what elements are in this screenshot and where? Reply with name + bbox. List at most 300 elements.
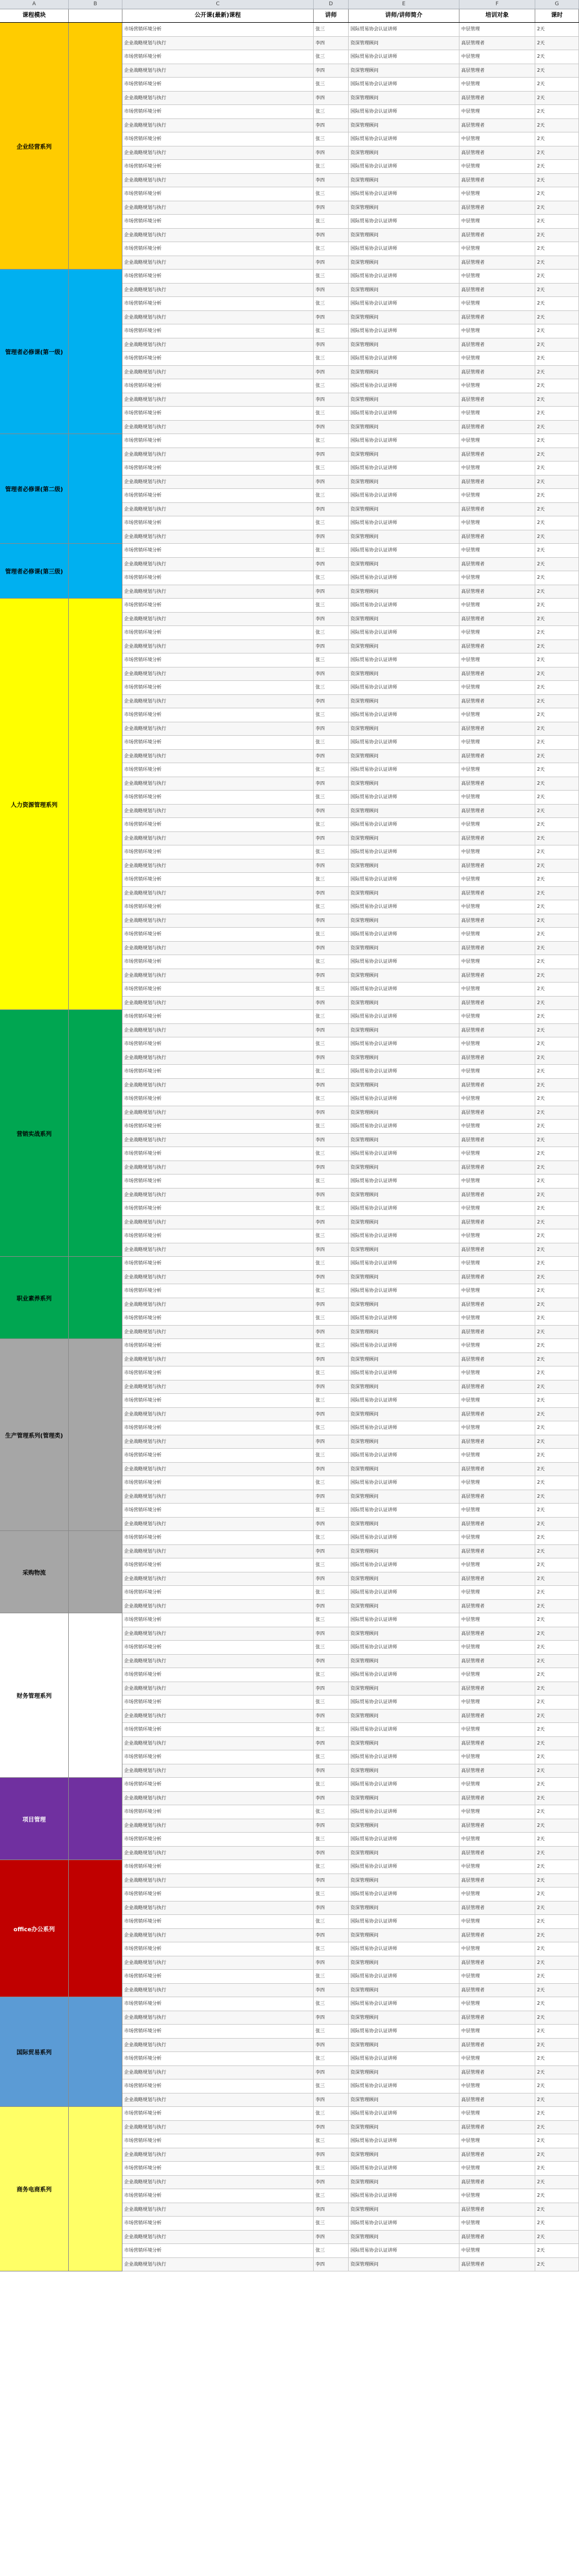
table-cell[interactable]: 2天 [535,1312,579,1325]
table-cell[interactable]: 李四 [314,667,349,681]
table-cell[interactable]: 2天 [535,215,579,228]
table-cell[interactable]: 中层管理 [459,544,535,557]
table-cell[interactable]: 2天 [535,92,579,105]
table-cell[interactable]: 市场营销环境分析 [122,983,314,996]
table-cell[interactable]: 2天 [535,379,579,393]
table-cell[interactable]: 2天 [535,105,579,118]
table-cell[interactable]: 2天 [535,270,579,283]
table-cell[interactable]: 张三 [314,132,349,146]
table-row[interactable] [122,448,579,462]
table-cell[interactable]: 张三 [314,434,349,448]
table-cell[interactable]: 李四 [314,1737,349,1750]
table-cell[interactable]: 高层管理者 [459,832,535,845]
table-row[interactable] [122,818,579,832]
table-cell[interactable]: 张三 [314,1092,349,1106]
table-cell[interactable]: 市场营销环境分析 [122,1229,314,1243]
table-cell[interactable]: 资深管理顾问 [349,393,459,407]
table-row[interactable] [122,530,579,544]
table-cell[interactable]: 企业战略规划与执行 [122,1051,314,1065]
table-cell[interactable]: 高层管理者 [459,1106,535,1120]
table-row[interactable] [122,1613,579,1627]
table-row[interactable] [122,1737,579,1751]
table-row[interactable] [122,1682,579,1696]
table-cell[interactable]: 国际贸易协会认证讲师 [349,324,459,338]
table-cell[interactable]: 企业战略规划与执行 [122,805,314,818]
table-cell[interactable]: 张三 [314,2107,349,2120]
table-cell[interactable]: 2天 [535,667,579,681]
table-cell[interactable]: 张三 [314,1504,349,1517]
table-cell[interactable]: 国际贸易协会认证讲师 [349,215,459,228]
table-cell[interactable]: 国际贸易协会认证讲师 [349,653,459,667]
table-cell[interactable]: 市场营销环境分析 [122,1120,314,1133]
table-cell[interactable]: 企业战略规划与执行 [122,997,314,1010]
section-category-cell[interactable]: 管理者必修课(第一级) [0,270,69,434]
table-row[interactable] [122,242,579,256]
table-cell[interactable]: 国际贸易协会认证讲师 [349,599,459,612]
table-cell[interactable]: 企业战略规划与执行 [122,1792,314,1805]
table-cell[interactable]: 2天 [535,2107,579,2120]
table-cell[interactable]: 资深管理顾问 [349,914,459,928]
table-cell[interactable]: 资深管理顾问 [349,1655,459,1668]
table-cell[interactable]: 资深管理顾问 [349,1545,459,1558]
table-cell[interactable]: 资深管理顾问 [349,1408,459,1421]
table-cell[interactable]: 2天 [535,1586,579,1599]
table-cell[interactable]: 张三 [314,1065,349,1078]
table-cell[interactable]: 张三 [314,2244,349,2257]
table-cell[interactable]: 中层管理 [459,1010,535,1023]
table-cell[interactable]: 2天 [535,558,579,571]
table-cell[interactable]: 张三 [314,78,349,91]
table-cell[interactable]: 2天 [535,229,579,242]
table-cell[interactable]: 中层管理 [459,1394,535,1407]
section-subcategory-cell[interactable] [69,1778,122,1860]
table-row[interactable] [122,1668,579,1682]
table-cell[interactable]: 中层管理 [459,105,535,118]
table-cell[interactable]: 高层管理者 [459,1572,535,1586]
table-cell[interactable]: 中层管理 [459,324,535,338]
table-cell[interactable]: 国际贸易协会认证讲师 [349,2244,459,2257]
table-cell[interactable]: 资深管理顾问 [349,558,459,571]
table-cell[interactable]: 国际贸易协会认证讲师 [349,1778,459,1791]
section-category-cell[interactable]: 企业经营系列 [0,23,69,270]
table-cell[interactable]: 市场营销环境分析 [122,1750,314,1764]
table-row[interactable] [122,1257,579,1271]
table-cell[interactable]: 2天 [535,1613,579,1627]
table-row[interactable] [122,1572,579,1586]
table-cell[interactable]: 高层管理者 [459,1435,535,1449]
table-cell[interactable]: 2天 [535,366,579,379]
table-cell[interactable]: 市场营销环境分析 [122,1860,314,1874]
table-row[interactable] [122,270,579,284]
table-row[interactable] [122,119,579,133]
table-cell[interactable]: 市场营销环境分析 [122,1805,314,1819]
table-cell[interactable]: 李四 [314,585,349,599]
table-cell[interactable]: 资深管理顾问 [349,667,459,681]
section-category-cell[interactable]: 职业素养系列 [0,1257,69,1339]
table-row[interactable] [122,900,579,914]
table-cell[interactable]: 资深管理顾问 [349,2176,459,2189]
table-cell[interactable]: 2天 [535,1298,579,1312]
table-cell[interactable]: 李四 [314,859,349,873]
section-subcategory-cell[interactable] [69,1531,122,1613]
table-cell[interactable]: 企业战略规划与执行 [122,366,314,379]
table-cell[interactable]: 张三 [314,215,349,228]
table-cell[interactable]: 资深管理顾问 [349,750,459,763]
table-cell[interactable]: 企业战略规划与执行 [122,1490,314,1504]
table-cell[interactable]: 中层管理 [459,1668,535,1682]
table-row[interactable] [122,777,579,791]
table-cell[interactable]: 2天 [535,1915,579,1928]
table-cell[interactable]: 2天 [535,1860,579,1874]
table-cell[interactable]: 高层管理者 [459,2148,535,2162]
table-row[interactable] [122,2121,579,2135]
table-cell[interactable]: 资深管理顾问 [349,1216,459,1229]
table-cell[interactable]: 资深管理顾问 [349,503,459,516]
table-cell[interactable]: 张三 [314,1641,349,1654]
table-cell[interactable]: 2天 [535,448,579,462]
table-cell[interactable]: 2天 [535,1723,579,1736]
table-cell[interactable]: 国际贸易协会认证讲师 [349,1147,459,1161]
table-row[interactable] [122,1655,579,1669]
table-cell[interactable]: 市场营销环境分析 [122,1915,314,1928]
table-cell[interactable]: 资深管理顾问 [349,2066,459,2079]
table-cell[interactable]: 李四 [314,1106,349,1120]
table-cell[interactable]: 企业战略规划与执行 [122,476,314,489]
table-cell[interactable]: 高层管理者 [459,503,535,516]
table-cell[interactable]: 中层管理 [459,900,535,914]
table-cell[interactable]: 李四 [314,1984,349,1997]
table-cell[interactable]: 中层管理 [459,1312,535,1325]
table-cell[interactable]: 李四 [314,1600,349,1613]
table-cell[interactable]: 企业战略规划与执行 [122,1874,314,1888]
table-row[interactable] [122,942,579,956]
table-row[interactable] [122,722,579,736]
table-cell[interactable]: 2天 [535,1037,579,1051]
table-cell[interactable]: 2天 [535,640,579,653]
table-cell[interactable]: 2天 [535,845,579,859]
table-cell[interactable]: 市场营销环境分析 [122,105,314,118]
table-row[interactable] [122,1997,579,2011]
table-cell[interactable]: 高层管理者 [459,1216,535,1229]
table-cell[interactable]: 资深管理顾问 [349,1847,459,1860]
table-cell[interactable]: 企业战略规划与执行 [122,146,314,160]
table-cell[interactable]: 2天 [535,997,579,1010]
table-cell[interactable]: 李四 [314,805,349,818]
table-cell[interactable]: 企业战略规划与执行 [122,1956,314,1970]
table-cell[interactable]: 2天 [535,2176,579,2189]
table-cell[interactable]: 张三 [314,2079,349,2093]
table-row[interactable] [122,832,579,846]
table-cell[interactable]: 高层管理者 [459,2176,535,2189]
table-cell[interactable]: 张三 [314,544,349,557]
table-cell[interactable]: 张三 [314,818,349,831]
table-cell[interactable]: 企业战略规划与执行 [122,2093,314,2107]
table-cell[interactable]: 高层管理者 [459,366,535,379]
table-row[interactable] [122,1531,579,1545]
table-cell[interactable]: 国际贸易协会认证讲师 [349,78,459,91]
table-row[interactable] [122,1956,579,1970]
table-cell[interactable]: 2天 [535,1366,579,1380]
table-cell[interactable]: 企业战略规划与执行 [122,119,314,132]
table-cell[interactable]: 中层管理 [459,1641,535,1654]
table-cell[interactable]: 张三 [314,2134,349,2148]
table-row[interactable] [122,1641,579,1655]
table-cell[interactable]: 张三 [314,1942,349,1956]
table-cell[interactable]: 市场营销环境分析 [122,763,314,777]
section-subcategory-cell[interactable] [69,23,122,270]
table-cell[interactable]: 2天 [535,1229,579,1243]
table-cell[interactable]: 张三 [314,1257,349,1270]
table-cell[interactable]: 资深管理顾问 [349,1902,459,1915]
table-cell[interactable]: 2天 [535,1353,579,1366]
table-cell[interactable]: 2天 [535,599,579,612]
table-cell[interactable]: 资深管理顾问 [349,1326,459,1339]
table-cell[interactable]: 企业战略规划与执行 [122,832,314,845]
table-row[interactable] [122,695,579,709]
table-cell[interactable]: 2天 [535,1956,579,1970]
table-cell[interactable]: 2天 [535,1888,579,1901]
table-cell[interactable]: 2天 [535,1970,579,1983]
table-cell[interactable]: 国际贸易协会认证讲师 [349,1558,459,1572]
table-cell[interactable]: 中层管理 [459,1229,535,1243]
table-row[interactable] [122,1915,579,1929]
table-cell[interactable]: 高层管理者 [459,476,535,489]
table-cell[interactable]: 企业战略规划与执行 [122,37,314,50]
table-cell[interactable]: 高层管理者 [459,640,535,653]
table-cell[interactable]: 高层管理者 [459,969,535,983]
table-cell[interactable]: 李四 [314,887,349,900]
table-cell[interactable]: 国际贸易协会认证讲师 [349,1010,459,1023]
table-row[interactable] [122,1284,579,1298]
table-cell[interactable]: 中层管理 [459,873,535,886]
table-cell[interactable]: 2天 [535,201,579,215]
table-cell[interactable]: 企业战略规划与执行 [122,1600,314,1613]
table-cell[interactable]: 资深管理顾问 [349,1024,459,1037]
table-cell[interactable]: 李四 [314,914,349,928]
section-category-cell[interactable]: 商务电商系列 [0,2107,69,2271]
table-cell[interactable]: 中层管理 [459,626,535,639]
table-row[interactable] [122,1161,579,1175]
table-cell[interactable]: 2天 [535,722,579,736]
table-cell[interactable]: 高层管理者 [459,558,535,571]
table-cell[interactable]: 市场营销环境分析 [122,1037,314,1051]
table-cell[interactable]: 李四 [314,1134,349,1147]
table-cell[interactable]: 2天 [535,2093,579,2107]
table-cell[interactable]: 2天 [535,256,579,270]
table-cell[interactable]: 张三 [314,1668,349,1682]
table-cell[interactable]: 高层管理者 [459,421,535,434]
table-cell[interactable]: 高层管理者 [459,695,535,708]
table-cell[interactable]: 企业战略规划与执行 [122,1984,314,1997]
table-row[interactable] [122,1723,579,1737]
table-cell[interactable]: 2天 [535,900,579,914]
table-cell[interactable]: 市场营销环境分析 [122,1531,314,1544]
table-cell[interactable]: 企业战略规划与执行 [122,174,314,187]
table-cell[interactable]: 市场营销环境分析 [122,1586,314,1599]
table-cell[interactable]: 李四 [314,1271,349,1284]
table-cell[interactable]: 资深管理顾问 [349,1874,459,1888]
table-row[interactable] [122,1065,579,1079]
table-cell[interactable]: 李四 [314,1572,349,1586]
table-row[interactable] [122,763,579,777]
table-cell[interactable]: 李四 [314,1545,349,1558]
table-cell[interactable]: 张三 [314,1339,349,1352]
table-row[interactable] [122,516,579,530]
table-cell[interactable]: 高层管理者 [459,64,535,78]
table-row[interactable] [122,338,579,352]
table-cell[interactable]: 国际贸易协会认证讲师 [349,516,459,530]
table-cell[interactable]: 国际贸易协会认证讲师 [349,900,459,914]
table-cell[interactable]: 2天 [535,1202,579,1215]
table-cell[interactable]: 资深管理顾问 [349,1929,459,1942]
table-cell[interactable]: 张三 [314,2189,349,2203]
table-cell[interactable]: 市场营销环境分析 [122,708,314,722]
table-cell[interactable]: 企业战略规划与执行 [122,859,314,873]
col-letter[interactable]: G [535,0,579,9]
table-cell[interactable]: 中层管理 [459,1147,535,1161]
table-cell[interactable]: 中层管理 [459,23,535,36]
table-cell[interactable]: 企业战略规划与执行 [122,1271,314,1284]
table-cell[interactable]: 李四 [314,256,349,270]
table-cell[interactable]: 张三 [314,955,349,969]
table-cell[interactable]: 中层管理 [459,434,535,448]
table-cell[interactable]: 高层管理者 [459,1682,535,1696]
table-row[interactable] [122,1106,579,1120]
table-cell[interactable]: 张三 [314,900,349,914]
table-cell[interactable]: 企业战略规划与执行 [122,1408,314,1421]
table-cell[interactable]: 企业战略规划与执行 [122,750,314,763]
table-cell[interactable]: 企业战略规划与执行 [122,229,314,242]
table-cell[interactable]: 2天 [535,1189,579,1202]
table-cell[interactable]: 企业战略规划与执行 [122,969,314,983]
table-cell[interactable]: 资深管理顾问 [349,1243,459,1257]
table-cell[interactable]: 企业战略规划与执行 [122,1655,314,1668]
table-cell[interactable]: 中层管理 [459,681,535,694]
table-cell[interactable]: 企业战略规划与执行 [122,393,314,407]
table-cell[interactable]: 企业战略规划与执行 [122,942,314,955]
table-cell[interactable]: 资深管理顾问 [349,2039,459,2052]
table-row[interactable] [122,2162,579,2176]
section-category-cell[interactable]: office办公系列 [0,1860,69,1997]
table-cell[interactable]: 中层管理 [459,653,535,667]
table-cell[interactable]: 企业战略规划与执行 [122,1024,314,1037]
table-cell[interactable]: 中层管理 [459,1860,535,1874]
table-cell[interactable]: 资深管理顾问 [349,1819,459,1833]
table-cell[interactable]: 李四 [314,2011,349,2025]
table-cell[interactable]: 企业战略规划与执行 [122,1682,314,1696]
table-row[interactable] [122,1710,579,1724]
table-cell[interactable]: 市场营销环境分析 [122,955,314,969]
table-cell[interactable]: 国际贸易协会认证讲师 [349,1805,459,1819]
table-cell[interactable]: 资深管理顾问 [349,1518,459,1531]
table-row[interactable] [122,558,579,572]
table-cell[interactable]: 2天 [535,1476,579,1490]
table-cell[interactable]: 国际贸易协会认证讲师 [349,1449,459,1462]
table-cell[interactable]: 2天 [535,1531,579,1544]
table-cell[interactable]: 2天 [535,2134,579,2148]
table-cell[interactable]: 2天 [535,1339,579,1352]
table-cell[interactable]: 李四 [314,1463,349,1476]
table-row[interactable] [122,2066,579,2080]
table-cell[interactable]: 李四 [314,64,349,78]
table-cell[interactable]: 中层管理 [459,1750,535,1764]
table-cell[interactable]: 企业战略规划与执行 [122,1435,314,1449]
table-cell[interactable]: 资深管理顾问 [349,92,459,105]
table-cell[interactable]: 国际贸易协会认证讲师 [349,873,459,886]
table-cell[interactable]: 李四 [314,2231,349,2244]
table-cell[interactable]: 企业战略规划与执行 [122,2039,314,2052]
table-cell[interactable]: 2天 [535,2052,579,2065]
table-cell[interactable]: 张三 [314,1778,349,1791]
table-cell[interactable]: 高层管理者 [459,311,535,324]
table-cell[interactable]: 市场营销环境分析 [122,2052,314,2065]
table-cell[interactable]: 市场营销环境分析 [122,1092,314,1106]
table-cell[interactable]: 李四 [314,201,349,215]
table-cell[interactable]: 市场营销环境分析 [122,1833,314,1846]
table-cell[interactable]: 资深管理顾问 [349,887,459,900]
table-row[interactable] [122,215,579,229]
table-row[interactable] [122,503,579,517]
table-cell[interactable]: 张三 [314,379,349,393]
table-cell[interactable]: 资深管理顾问 [349,1792,459,1805]
table-cell[interactable]: 资深管理顾问 [349,201,459,215]
table-cell[interactable]: 中层管理 [459,1778,535,1791]
table-cell[interactable]: 2天 [535,1408,579,1421]
table-cell[interactable]: 资深管理顾问 [349,859,459,873]
table-cell[interactable]: 李四 [314,613,349,626]
table-cell[interactable]: 高层管理者 [459,1956,535,1970]
table-row[interactable] [122,2176,579,2190]
table-cell[interactable]: 中层管理 [459,1284,535,1298]
table-cell[interactable]: 企业战略规划与执行 [122,338,314,352]
table-cell[interactable]: 中层管理 [459,1696,535,1709]
col-letter[interactable]: A [0,0,69,9]
table-cell[interactable]: 中层管理 [459,407,535,420]
table-row[interactable] [122,1847,579,1861]
table-cell[interactable]: 2天 [535,476,579,489]
table-cell[interactable]: 市场营销环境分析 [122,2189,314,2203]
table-cell[interactable]: 市场营销环境分析 [122,132,314,146]
table-cell[interactable]: 2天 [535,530,579,544]
table-cell[interactable]: 国际贸易协会认证讲师 [349,1339,459,1352]
table-cell[interactable]: 中层管理 [459,2052,535,2065]
table-cell[interactable]: 国际贸易协会认证讲师 [349,791,459,804]
table-cell[interactable]: 企业战略规划与执行 [122,667,314,681]
section-subcategory-cell[interactable] [69,1613,122,1778]
table-cell[interactable]: 国际贸易协会认证讲师 [349,708,459,722]
table-cell[interactable]: 2天 [535,983,579,996]
table-row[interactable] [122,256,579,270]
table-row[interactable] [122,2258,579,2272]
table-cell[interactable]: 2天 [535,146,579,160]
table-row[interactable] [122,2231,579,2245]
table-cell[interactable]: 中层管理 [459,599,535,612]
table-cell[interactable]: 国际贸易协会认证讲师 [349,1586,459,1599]
table-row[interactable] [122,1860,579,1874]
table-cell[interactable]: 李四 [314,1902,349,1915]
table-cell[interactable]: 市场营销环境分析 [122,544,314,557]
table-row[interactable] [122,1476,579,1490]
table-cell[interactable]: 市场营销环境分析 [122,626,314,639]
table-cell[interactable]: 张三 [314,1723,349,1736]
table-row[interactable] [122,1366,579,1380]
table-cell[interactable]: 市场营销环境分析 [122,407,314,420]
table-cell[interactable]: 李四 [314,311,349,324]
table-cell[interactable]: 张三 [314,1229,349,1243]
table-cell[interactable]: 中层管理 [459,1257,535,1270]
table-cell[interactable]: 张三 [314,653,349,667]
table-cell[interactable]: 2天 [535,1902,579,1915]
